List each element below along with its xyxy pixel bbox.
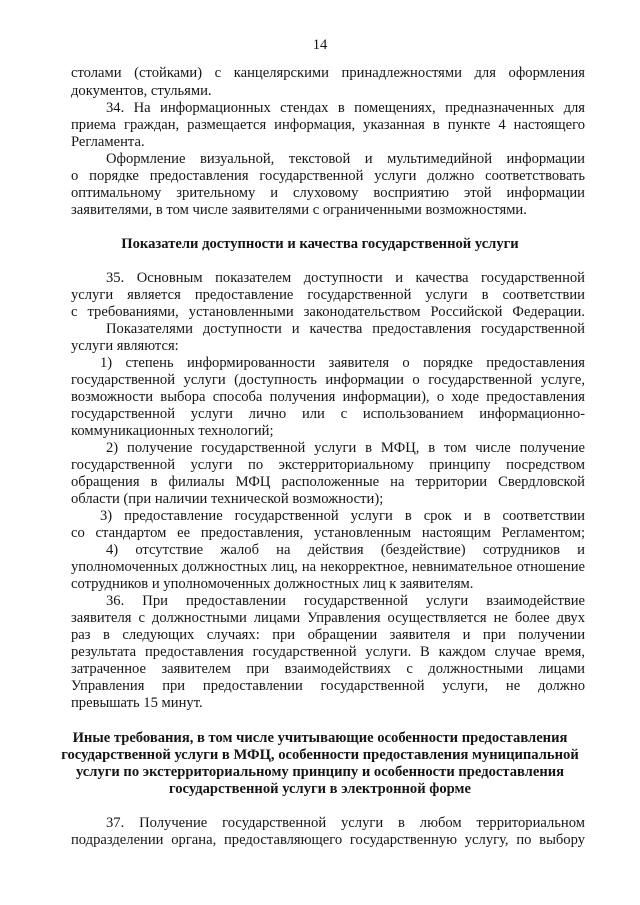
text-line: 1) степень информированности заявителя о порядке предоставления xyxy=(100,355,585,371)
text-line: раз в следующих случаях: при обращении заявителя и при получении xyxy=(71,627,585,643)
text-line: области (при наличии технической возможности); xyxy=(71,491,384,507)
text-line: заявителями, в том числе заявителями с ограниченными возможностями. xyxy=(71,202,527,218)
text-line: о порядке предоставления государственной услуги должно соответствовать xyxy=(71,168,585,184)
text-line: коммуникационных технологий; xyxy=(71,423,274,439)
text-line: 34. На информационных стендах в помещениях, предназначенных для xyxy=(106,100,585,116)
text-line: с требованиями, установленными законодательством Российской Федерации. xyxy=(71,304,585,320)
section-heading-line: Иные требования, в том числе учитывающие особенности предоставления xyxy=(72,730,568,746)
text-line: возможности выбора способа получения информации), о ходе предоставления xyxy=(71,389,585,405)
text-line: 4) отсутствие жалоб на действия (бездействие) сотрудников и xyxy=(106,542,585,558)
text-line: подразделении органа, предоставляющего государственную услугу, по выбору xyxy=(71,832,585,848)
section-heading: Показатели доступности и качества государственной услуги xyxy=(121,236,519,252)
text-line: 3) предоставление государственной услуги в срок и в соответствии xyxy=(100,508,585,524)
section-heading-line: государственной услуги в электронной форме xyxy=(169,781,471,797)
text-line: 37. Получение государственной услуги в любом территориальном xyxy=(106,815,585,831)
text-line: обращения в филиалы МФЦ расположенные на территории Свердловской xyxy=(71,474,585,490)
text-line: затраченное заявителем при взаимодействиях с должностными лицами xyxy=(71,661,585,677)
text-line: услуги являются: xyxy=(71,338,179,354)
text-line: столами (стойками) с канцелярскими принадлежностями для оформления xyxy=(71,65,585,81)
text-line: результата предоставления государственной услуги. В каждом случае время, xyxy=(71,644,585,660)
text-line: Регламента. xyxy=(71,134,145,150)
text-line: заявителя с должностными лицами Управления осуществляется не более двух xyxy=(71,610,585,626)
text-line: сотрудников и уполномоченных должностных лиц к заявителям. xyxy=(71,576,474,592)
text-line: 2) получение государственной услуги в МФЦ, в том числе получение xyxy=(106,440,585,456)
page-number: 14 xyxy=(312,37,328,53)
text-line: документов, стульями. xyxy=(71,83,212,99)
text-line: оптимальному зрительному и слуховому восприятию этой информации xyxy=(71,185,585,201)
text-line: Оформление визуальной, текстовой и мультимедийной информации xyxy=(106,151,585,167)
text-line: услуги является предоставление государственной услуги в соответствии xyxy=(71,287,585,303)
text-line: Показателями доступности и качества предоставления государственной xyxy=(106,321,585,337)
text-line: превышать 15 минут. xyxy=(71,695,203,711)
text-line: со стандартом ее предоставления, установленным настоящим Регламентом; xyxy=(71,525,585,541)
section-heading-line: услуги по экстерриториальному принципу и особенности предоставления xyxy=(75,764,565,780)
text-line: приема граждан, размещается информация, указанная в пункте 4 настоящего xyxy=(71,117,585,133)
text-line: государственной услуги (доступность информации о государственной услуге, xyxy=(71,372,585,388)
text-line: 36. При предоставлении государственной услуги взаимодействие xyxy=(106,593,585,609)
text-line: государственной услуги лично или с использованием информационно- xyxy=(71,406,585,422)
text-line: государственной услуги по экстерриториальному принципу посредством xyxy=(71,457,585,473)
text-line: 35. Основным показателем доступности и качества государственной xyxy=(106,270,585,286)
section-heading-line: государственной услуги в МФЦ, особенности предоставления муниципальной xyxy=(61,747,579,763)
text-line: уполномоченных должностных лиц, на некорректное, невнимательное отношение xyxy=(71,559,585,575)
text-line: Управления при предоставлении государственной услуги, не должно xyxy=(71,678,585,694)
